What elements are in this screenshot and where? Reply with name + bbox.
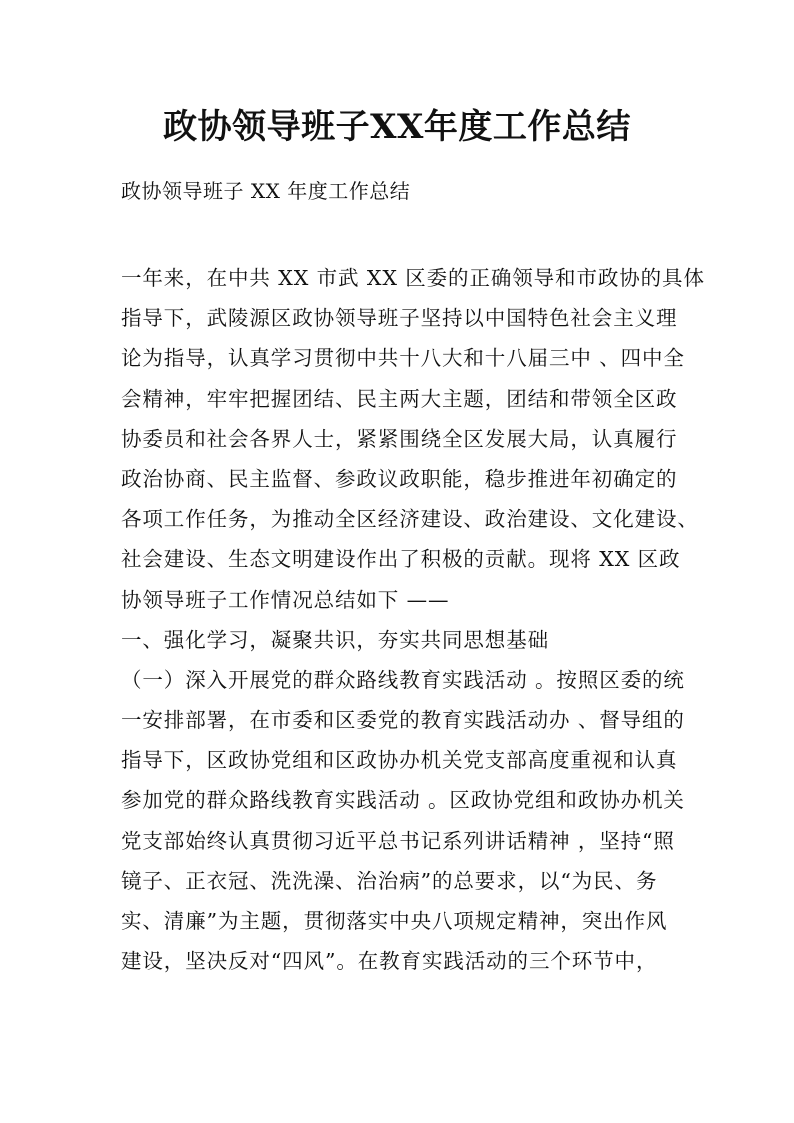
body-line-12: 一安排部署，在市委和区委党的教育实践活动办 、督导组的 <box>121 708 685 733</box>
body-line-2: 指导下，武陵源区政协领导班子坚持以中国特色社会主义理 <box>121 306 678 331</box>
body-line-1: 一年来，在中共 XX 市武 XX 区委的正确领导和市政协的具体 <box>121 266 705 290</box>
body-line-14: 参加党的群众路线教育实践活动 。区政协党组和政协办机关 <box>121 788 685 813</box>
body-line-17: 实、清廉”为主题，贯彻落实中央八项规定精神，突出作风 <box>121 909 668 933</box>
body-line-4: 会精神，牢牢把握团结、民主两大主题，团结和带领全区政 <box>121 386 678 411</box>
body-line-18: 建设，坚决反对“四风”。在教育实践活动的三个环节中， <box>121 949 658 974</box>
document-subtitle: 政协领导班子 XX 年度工作总结 <box>121 179 411 203</box>
body-line-8: 社会建设、生态文明建设作出了积极的贡献。现将 XX 区政 <box>121 547 681 572</box>
body-line-6: 政治协商、民主监督、参政议政职能，稳步推进年初确定的 <box>121 466 678 491</box>
body-line-13: 指导下，区政协党组和区政协办机关党支部高度重视和认真 <box>121 748 678 773</box>
body-line-16: 镜子、正衣冠、洗洗澡、治治病”的总要求，以“为民、务 <box>121 868 658 893</box>
body-line-11: （一）深入开展党的群众路线教育实践活动 。按照区委的统 <box>121 667 685 692</box>
body-line-3: 论为指导，认真学习贯彻中共十八大和十八届三中 、四中全 <box>121 346 685 371</box>
body-line-5: 协委员和社会各界人士，紧紧围绕全区发展大局，认真履行 <box>121 426 678 451</box>
body-line-9: 协领导班子工作情况总结如下 —— <box>121 587 450 612</box>
section-heading-1: 一、强化学习，凝聚共识，夯实共同思想基础 <box>121 627 549 652</box>
document-title: 政协领导班子XX年度工作总结 <box>163 107 631 147</box>
body-line-15: 党支部始终认真贯彻习近平总书记系列讲话精神 ，坚持“照 <box>121 828 675 853</box>
document-body <box>121 258 705 981</box>
body-line-7: 各项工作任务，为推动全区经济建设、政治建设、文化建设、 <box>121 507 699 532</box>
